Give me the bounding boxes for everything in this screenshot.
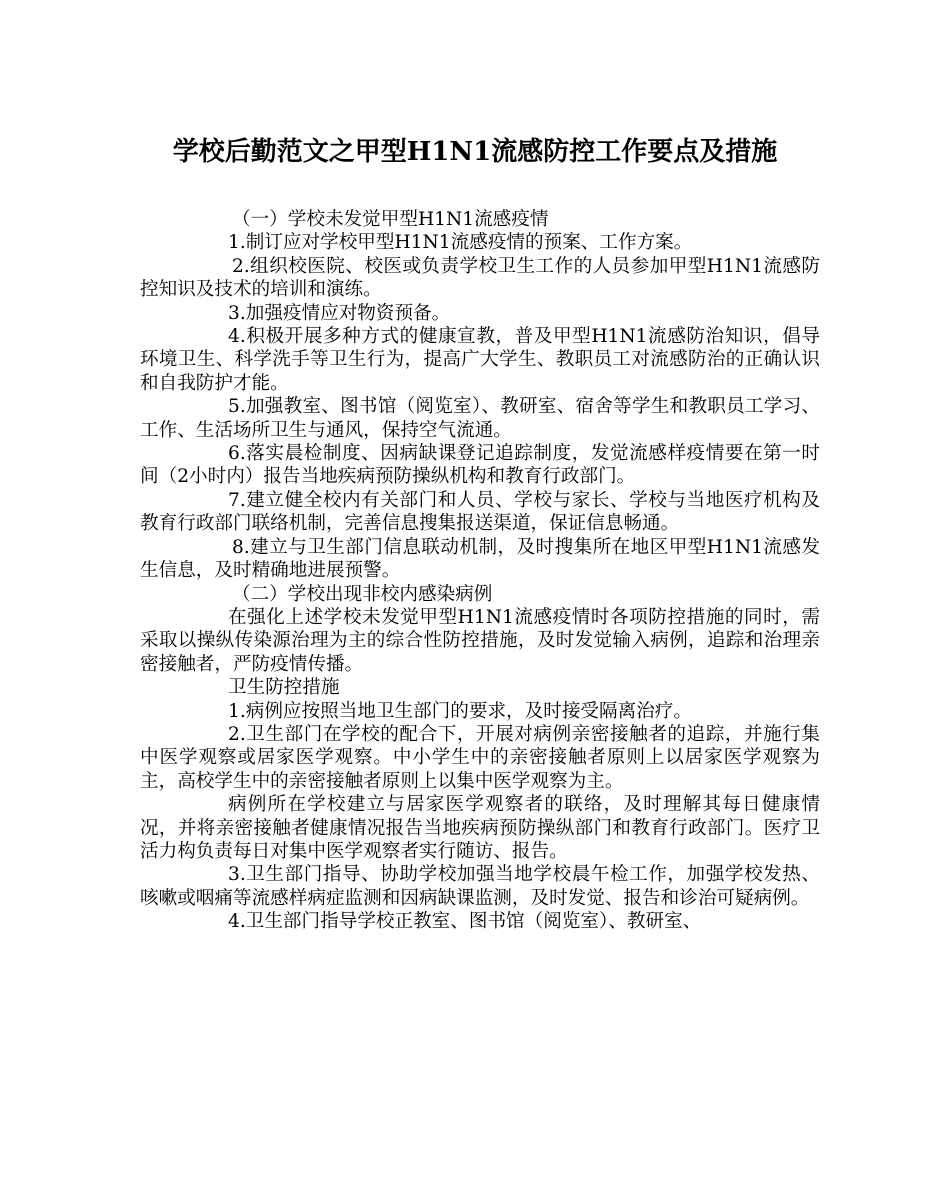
paragraph: 2.卫生部门在学校的配合下，开展对病例亲密接触者的追踪，并施行集中医学观察或居家医学观察。中小学生中的亲密接触者原则上以居家医学观察为主，高校学生中的亲密接触者原则上以集中医学观察为主。 [140,723,820,792]
document-title: 学校后勤范文之甲型H1N1流感防控工作要点及措施 [172,137,778,167]
section-heading-2: （二）学校出现非校内感染病例 [232,583,493,605]
paragraph: 2.组织校医院、校医或负责学校卫生工作的人员参加甲型H1N1流感防控知识及技术的培训和演练。 [140,255,820,301]
document-body [140,208,820,934]
subheading: 卫生防控措施 [228,677,340,699]
paragraph: 7.建立健全校内有关部门和人员、学校与家长、学校与当地医疗机构及教育行政部门联络机制，完善信息搜集报送渠道，保证信息畅通。 [140,489,820,535]
section-heading-1: （一）学校未发觉甲型H1N1流感疫情 [232,209,549,230]
paragraph: 8.建立与卫生部门信息联动机制，及时搜集所在地区甲型H1N1流感发生信息，及时精确地进展预警。 [140,536,820,582]
paragraph: 病例所在学校建立与居家医学观察者的联络，及时理解其每日健康情况，并将亲密接触者健康情况报告当地疾病预防操纵部门和教育行政部门。医疗卫活力构负责每日对集中医学观察者实行随访、报告。 [140,794,820,862]
paragraph: 3.卫生部门指导、协助学校加强当地学校晨午检工作，加强学校发热、咳嗽或咽痛等流感样病症监测和因病缺课监测，及时发觉、报告和诊治可疑病例。 [140,864,820,909]
paragraph: 4.卫生部门指导学校正教室、图书馆（阅览室）、教研室、 [228,911,702,933]
paragraph: 5.加强教室、图书馆（阅览室）、教研室、宿舍等学生和教职员工学习、工作、生活场所卫生与通风，保持空气流通。 [140,396,820,441]
paragraph: 在强化上述学校未发觉甲型H1N1流感疫情时各项防控措施的同时，需采取以操纵传染源治理为主的综合性防控措施，及时发觉输入病例，追踪和治理亲密接触者，严防疫情传播。 [140,606,820,675]
paragraph: 1.制订应对学校甲型H1N1流感疫情的预案、工作方案。 [228,232,693,254]
paragraph: 3.加强疫情应对物资预备。 [228,302,451,324]
paragraph: 4.积极开展多种方式的健康宣教，普及甲型H1N1流感防治知识，倡导环境卫生、科学洗手等卫生行为，提高广大学生、教职员工对流感防治的正确认识和自我防护才能。 [140,326,820,394]
paragraph: 6.落实晨检制度、因病缺课登记追踪制度，发觉流感样疫情要在第一时间（2小时内）报告当地疾病预防操纵机构和教育行政部门。 [140,443,820,488]
paragraph: 1.病例应按照当地卫生部门的要求，及时接受隔离治疗。 [228,700,692,722]
